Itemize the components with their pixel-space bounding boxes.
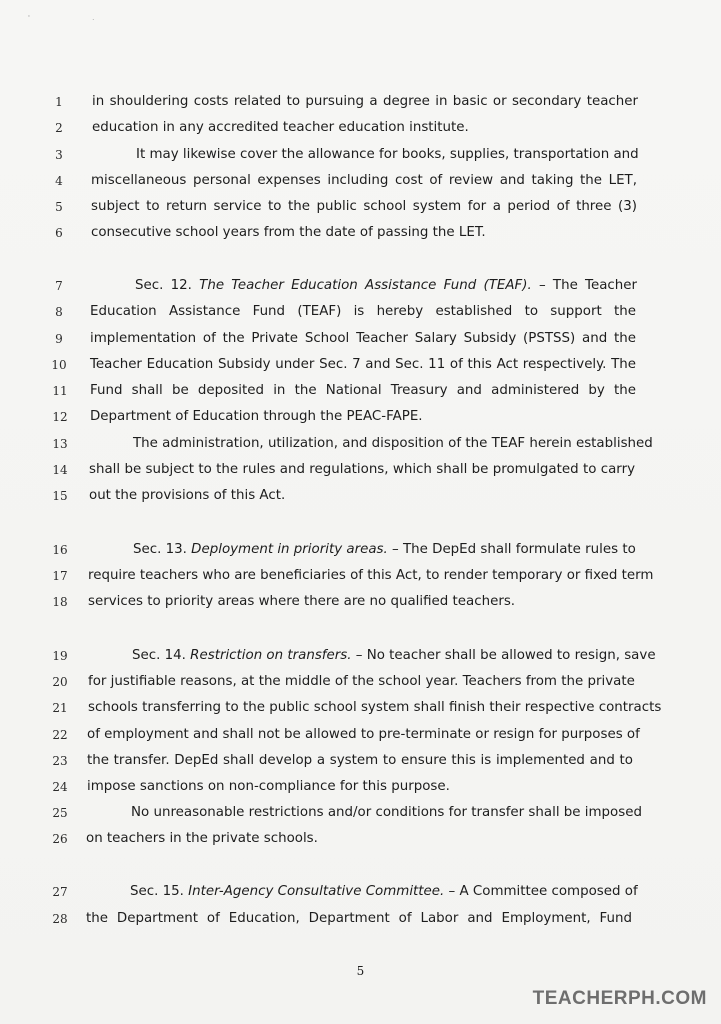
line-text: on teachers in the private schools.	[86, 831, 318, 846]
line-number: 22	[52, 728, 68, 742]
text-line	[0, 381, 721, 403]
line-number: 28	[52, 912, 68, 926]
line-text: require teachers who are beneficiaries of this Act, to render temporary or fixed term	[88, 568, 654, 583]
line-text: Education Assistance Fund (TEAF) is hereby established to support the	[90, 304, 636, 319]
text-line	[0, 197, 721, 219]
text-line	[0, 171, 721, 193]
text-line	[0, 486, 721, 508]
text-line	[0, 329, 721, 351]
section-number: Sec. 13.	[133, 542, 192, 557]
text-line	[0, 909, 721, 931]
line-text	[88, 646, 656, 666]
line-number: 2	[55, 121, 63, 135]
text-line	[0, 118, 721, 140]
section-text: – The DepEd shall formulate rules to	[387, 542, 636, 557]
line-number: 15	[52, 489, 68, 503]
line-text: The administration, utilization, and disposition of the TEAF herein established	[133, 436, 653, 451]
line-text: out the provisions of this Act.	[89, 488, 286, 503]
text-line	[0, 829, 721, 851]
text-line	[0, 592, 721, 614]
line-number: 10	[51, 358, 67, 372]
line-text: of employment and shall not be allowed to pre-terminate or resign for purposes of	[87, 727, 640, 742]
section-text: – A Committee composed of	[444, 884, 638, 899]
site-watermark: TEACHERPH.COM	[532, 988, 707, 1009]
line-text	[91, 276, 637, 296]
line-text: the transfer. DepEd shall develop a system to ensure this is implemented and to	[87, 753, 633, 768]
section-text: – No teacher shall be allowed to resign, save	[351, 648, 656, 663]
line-number: 8	[55, 305, 63, 319]
line-number: 12	[52, 410, 68, 424]
line-number: 17	[52, 569, 68, 583]
section-number: Sec. 14.	[132, 648, 191, 663]
text-line	[0, 882, 721, 904]
line-number: 27	[52, 885, 68, 899]
section-heading: Restriction on transfers.	[190, 648, 352, 663]
line-text	[86, 882, 638, 902]
line-text: subject to return service to the public school system for a period of three (3)	[91, 199, 637, 214]
text-line	[0, 672, 721, 694]
line-number: 26	[52, 832, 68, 846]
line-number: 16	[52, 543, 68, 557]
text-line	[0, 725, 721, 747]
line-text: Department of Education through the PEAC-FAPE.	[90, 409, 423, 424]
section-heading: Inter-Agency Consultative Committee.	[188, 884, 445, 899]
line-text: miscellaneous personal expenses including cost of review and taking the LET,	[91, 173, 637, 188]
line-number: 20	[52, 675, 68, 689]
line-text	[89, 540, 635, 560]
text-line	[0, 566, 721, 588]
text-line	[0, 302, 721, 324]
line-text: No unreasonable restrictions and/or conditions for transfer shall be imposed	[131, 805, 642, 820]
section-heading: Deployment in priority areas.	[191, 542, 388, 557]
line-text: education in any accredited teacher education institute.	[92, 120, 469, 135]
line-text: implementation of the Private School Teacher Salary Subsidy (PSTSS) and the	[90, 331, 636, 346]
line-number: 21	[52, 701, 68, 715]
line-text: impose sanctions on non-compliance for this purpose.	[87, 779, 450, 794]
text-line	[0, 355, 721, 377]
text-line	[0, 698, 721, 720]
text-line	[0, 646, 721, 668]
line-number: 1	[55, 95, 63, 109]
line-text: services to priority areas where there are no qualified teachers.	[88, 594, 516, 609]
text-line	[0, 145, 721, 167]
text-line	[0, 540, 721, 562]
line-number: 6	[55, 226, 63, 240]
text-line	[0, 803, 721, 825]
line-text: Teacher Education Subsidy under Sec. 7 and Sec. 11 of this Act respectively. The	[90, 357, 636, 372]
text-line	[0, 460, 721, 482]
line-number: 23	[52, 754, 68, 768]
line-number: 14	[52, 463, 68, 477]
text-line	[0, 223, 721, 245]
page-number: 5	[356, 964, 365, 978]
line-number: 3	[55, 148, 63, 162]
line-number: 13	[52, 437, 68, 451]
line-number: 24	[52, 780, 68, 794]
line-text: It may likewise cover the allowance for books, supplies, transportation and	[136, 147, 639, 162]
section-number: Sec. 15.	[130, 884, 189, 899]
text-line	[0, 276, 721, 298]
line-text: in shouldering costs related to pursuing a degree in basic or secondary teacher	[92, 94, 638, 109]
corner-marks: ' .	[28, 14, 125, 22]
text-line	[0, 92, 721, 114]
line-text: consecutive school years from the date of passing the LET.	[91, 225, 486, 240]
text-line	[0, 407, 721, 429]
line-number: 25	[52, 806, 68, 820]
line-number: 18	[52, 595, 68, 609]
line-text: for justifiable reasons, at the middle of the school year. Teachers from the private	[88, 674, 635, 689]
line-number: 19	[52, 649, 68, 663]
section-heading: The Teacher Education Assistance Fund (TEAF).	[199, 278, 532, 293]
line-number: 11	[52, 384, 68, 398]
line-number: 7	[55, 279, 63, 293]
text-line	[0, 751, 721, 773]
line-number: 9	[55, 332, 63, 346]
line-text: shall be subject to the rules and regulations, which shall be promulgated to carry	[89, 462, 635, 477]
section-number: Sec. 12.	[135, 278, 200, 293]
text-line	[0, 434, 721, 456]
section-text: – The Teacher	[531, 278, 637, 293]
line-number: 4	[55, 174, 63, 188]
line-text: schools transferring to the public school system shall finish their respective contracts	[88, 700, 662, 715]
line-text: the Department of Education, Department of Labor and Employment, Fund	[86, 911, 632, 926]
line-number: 5	[55, 200, 63, 214]
text-line	[0, 777, 721, 799]
line-text: Fund shall be deposited in the National Treasury and administered by the	[90, 383, 636, 398]
